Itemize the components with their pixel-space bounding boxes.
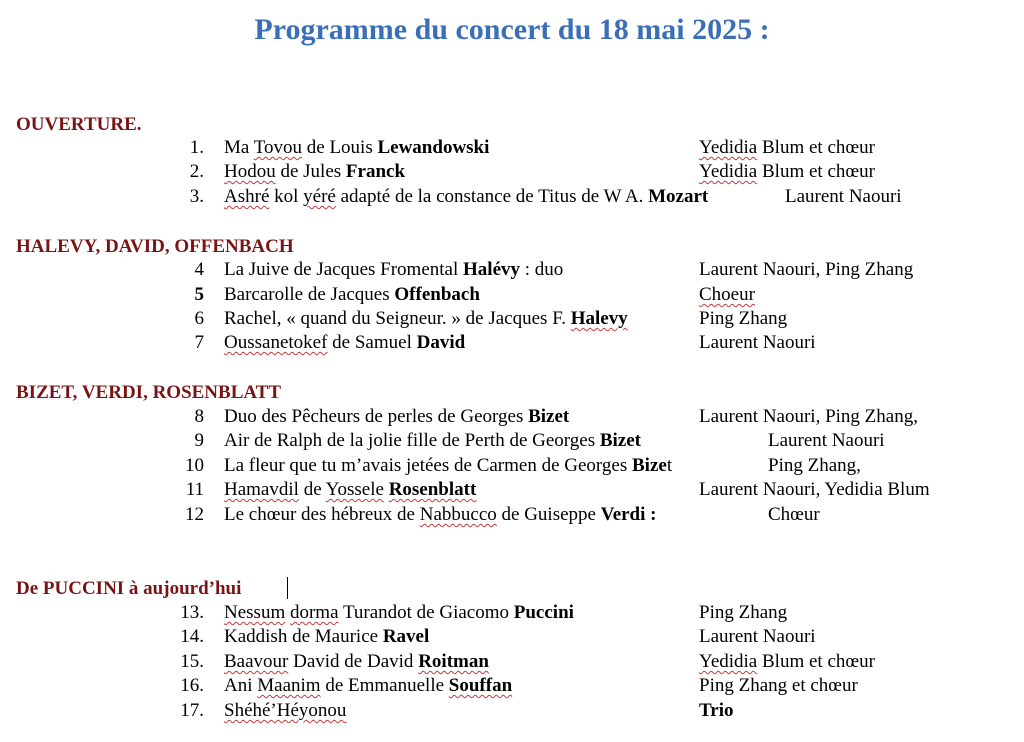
item-piece: Ani Maanim de Emmanuelle Souffan (224, 675, 513, 696)
item-number: 7 (194, 332, 204, 353)
item-number: 2. (189, 161, 204, 182)
item-piece: Baavour David de David Roitman (224, 651, 489, 672)
item-performers: Ping Zhang, (768, 455, 861, 476)
program-item (0, 674, 1024, 698)
program-item (0, 503, 1024, 527)
item-number: 8 (194, 406, 204, 427)
program-item (0, 258, 1024, 282)
item-number: 16. (180, 675, 204, 696)
item-performers: Laurent Naouri (699, 626, 816, 647)
item-piece: Duo des Pêcheurs de perles de Georges Bizet (224, 406, 570, 427)
program-item (0, 136, 1024, 160)
program-item (0, 307, 1024, 331)
item-performers: Laurent Naouri, Ping Zhang (699, 259, 914, 280)
page-title: Programme du concert du 18 mai 2025 : (254, 13, 770, 46)
program-item (0, 283, 1024, 307)
program-item (0, 625, 1024, 649)
program-item (0, 405, 1024, 429)
item-number: 14. (180, 626, 204, 647)
item-performers: Laurent Naouri, Yedidia Blum (699, 479, 930, 500)
item-piece: Barcarolle de Jacques Offenbach (224, 284, 480, 305)
item-performers: Yedidia Blum et chœur (699, 137, 875, 158)
section-heading-bizet-verdi-rosenblatt: BIZET, VERDI, ROSENBLATT (16, 382, 282, 403)
item-number: 17. (180, 700, 204, 721)
section-heading-ouverture: OUVERTURE. (16, 114, 142, 135)
program-item (0, 454, 1024, 478)
item-number: 6 (194, 308, 204, 329)
program-item (0, 429, 1024, 453)
item-performers: Ping Zhang (699, 602, 788, 623)
section-heading-halevy-david-offenbach: HALEVY, DAVID, OFFENBACH (16, 236, 294, 257)
item-performers: Yedidia Blum et chœur (699, 161, 875, 182)
item-number: 1. (189, 137, 204, 158)
program-item (0, 331, 1024, 355)
item-number: 5 (194, 284, 204, 305)
item-piece: Hodou de Jules Franck (224, 161, 406, 182)
item-number: 13. (180, 602, 204, 623)
program-item (0, 160, 1024, 184)
item-performers: Choeur (699, 284, 755, 305)
item-number: 3. (189, 186, 204, 207)
text-cursor (287, 577, 288, 599)
item-piece: La fleur que tu m’avais jetées de Carmen de Georges Bizet (224, 455, 673, 476)
item-piece: Shéhé’Héyonou (224, 700, 347, 721)
program-item (0, 478, 1024, 502)
item-piece: Rachel, « quand du Seigneur. » de Jacques F. Halevy (224, 308, 628, 329)
program-item (0, 699, 1024, 723)
program-item (0, 185, 1024, 209)
item-number: 10 (185, 455, 204, 476)
item-number: 15. (180, 651, 204, 672)
program-item (0, 601, 1024, 625)
item-piece: Kaddish de Maurice Ravel (224, 626, 430, 647)
item-performers: Laurent Naouri, Ping Zhang, (699, 406, 918, 427)
section-heading-puccini: De PUCCINI à aujourd’hui (16, 578, 242, 599)
item-performers: Chœur (768, 504, 820, 525)
item-number: 11 (185, 479, 204, 500)
item-performers: Trio (699, 700, 734, 721)
item-performers: Yedidia Blum et chœur (699, 651, 875, 672)
item-piece: La Juive de Jacques Fromental Halévy : duo (224, 259, 564, 280)
item-piece: Oussanetokef de Samuel David (224, 332, 466, 353)
item-performers: Ping Zhang et chœur (699, 675, 858, 696)
item-performers: Laurent Naouri (768, 430, 885, 451)
item-performers: Laurent Naouri (785, 186, 902, 207)
item-number: 4 (194, 259, 204, 280)
item-piece: Ma Tovou de Louis Lewandowski (224, 137, 490, 158)
item-piece: Nessum dorma Turandot de Giacomo Puccini (224, 602, 574, 623)
item-piece: Air de Ralph de la jolie fille de Perth de Georges Bizet (224, 430, 641, 451)
item-piece: Ashré kol yéré adapté de la constance de Titus de W A. Mozart (224, 186, 709, 207)
item-number: 12 (185, 504, 204, 525)
item-piece: Hamavdil de Yossele Rosenblatt (224, 479, 477, 500)
item-performers: Ping Zhang (699, 308, 788, 329)
program-item (0, 650, 1024, 674)
item-piece: Le chœur des hébreux de Nabbucco de Guiseppe Verdi : (224, 504, 657, 525)
item-performers: Laurent Naouri (699, 332, 816, 353)
item-number: 9 (194, 430, 204, 451)
